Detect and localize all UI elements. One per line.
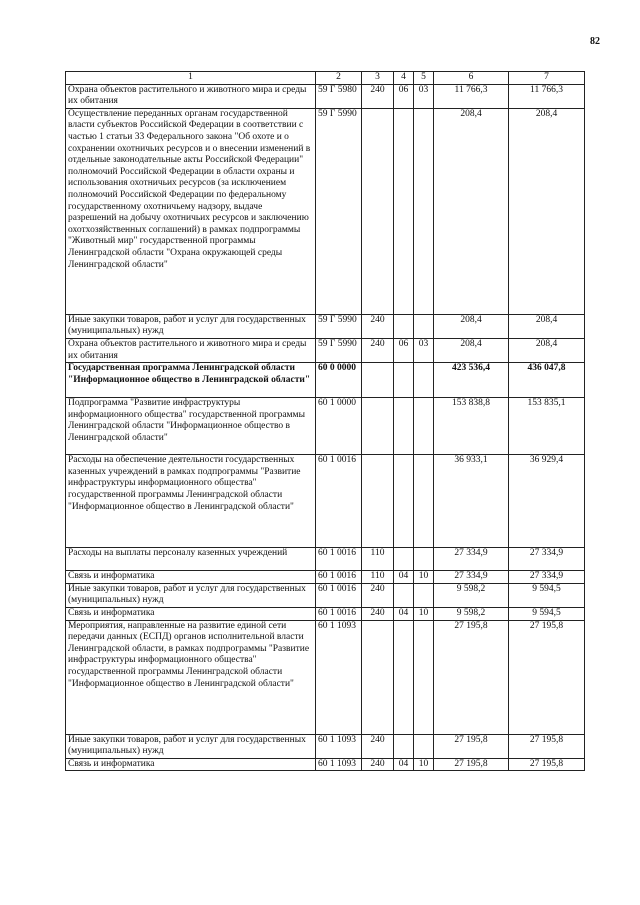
row-value-col6: 27 334,9 xyxy=(434,571,509,584)
table-row xyxy=(66,548,585,571)
row-code: 60 1 0016 xyxy=(316,548,362,571)
row-code: 60 1 0016 xyxy=(316,571,362,584)
row-subsection: 03 xyxy=(414,338,434,362)
table-row xyxy=(66,338,585,362)
table-row xyxy=(66,363,585,398)
row-name: Охрана объектов растительного и животного мира и среды их обитания xyxy=(66,84,316,108)
row-section: 06 xyxy=(394,338,414,362)
row-value-col6: 208,4 xyxy=(434,314,509,338)
row-section xyxy=(394,734,414,758)
row-value-col7: 27 334,9 xyxy=(509,571,585,584)
row-section xyxy=(394,314,414,338)
row-value-col6: 208,4 xyxy=(434,338,509,362)
row-subsection: 10 xyxy=(414,607,434,620)
row-code: 60 1 0000 xyxy=(316,398,362,455)
row-section: 04 xyxy=(394,571,414,584)
row-expense-type xyxy=(362,620,394,734)
row-subsection xyxy=(414,108,434,314)
table-row xyxy=(66,583,585,607)
row-subsection xyxy=(414,363,434,398)
row-section xyxy=(394,455,414,548)
row-name: Расходы на выплаты персоналу казенных учреждений xyxy=(66,548,316,571)
table-row xyxy=(66,571,585,584)
row-expense-type xyxy=(362,108,394,314)
row-code: 60 0 0000 xyxy=(316,363,362,398)
table-row xyxy=(66,620,585,734)
row-subsection xyxy=(414,620,434,734)
row-expense-type: 110 xyxy=(362,548,394,571)
column-number: 1 xyxy=(66,72,316,85)
row-name: Иные закупки товаров, работ и услуг для государственных (муниципальных) нужд xyxy=(66,314,316,338)
row-value-col6: 11 766,3 xyxy=(434,84,509,108)
row-expense-type xyxy=(362,455,394,548)
table-body xyxy=(66,84,585,771)
table-row xyxy=(66,758,585,771)
row-section: 06 xyxy=(394,84,414,108)
row-section xyxy=(394,363,414,398)
row-value-col6: 423 536,4 xyxy=(434,363,509,398)
row-value-col7: 436 047,8 xyxy=(509,363,585,398)
row-code: 59 Г 5990 xyxy=(316,108,362,314)
row-code: 60 1 1093 xyxy=(316,734,362,758)
row-name: Иные закупки товаров, работ и услуг для государственных (муниципальных) нужд xyxy=(66,583,316,607)
row-expense-type: 240 xyxy=(362,583,394,607)
row-section: 04 xyxy=(394,758,414,771)
row-value-col6: 9 598,2 xyxy=(434,607,509,620)
row-section xyxy=(394,583,414,607)
row-expense-type xyxy=(362,398,394,455)
row-expense-type: 110 xyxy=(362,571,394,584)
table-row xyxy=(66,607,585,620)
column-number: 7 xyxy=(509,72,585,85)
row-code: 59 Г 5980 xyxy=(316,84,362,108)
row-name: Государственная программа Ленинградской области "Информационное общество в Ленинградской области" xyxy=(66,363,316,398)
row-name: Охрана объектов растительного и животного мира и среды их обитания xyxy=(66,338,316,362)
row-section: 04 xyxy=(394,607,414,620)
page-number: 82 xyxy=(590,36,600,47)
row-expense-type: 240 xyxy=(362,338,394,362)
row-value-col7: 208,4 xyxy=(509,338,585,362)
row-expense-type: 240 xyxy=(362,758,394,771)
row-value-col7: 27 195,8 xyxy=(509,758,585,771)
row-subsection: 10 xyxy=(414,758,434,771)
row-name: Осуществление переданных органам государственной власти субъектов Российской Федерации в соответствии с частью 1 статьи 33 Федерального закона "Об охоте и о сохранении охотничьих ресурсов и о внесении изменений в отдельные законодательные акты Российской Федерации" полномочий Российской Федерации в области охраны и использования охотничьих ресурсов (за исключением полномочий Российской Федерации по федеральному государственному охотничьему надзору, выдаче разрешений на добычу охотничьих ресурсов и заключению охотхозяйственных соглашений) в рамках подпрограммы "Животный мир" государственной программы Ленинградской области "Охрана окружающей среды Ленинградской области" xyxy=(66,108,316,314)
row-value-col6: 9 598,2 xyxy=(434,583,509,607)
column-number: 2 xyxy=(316,72,362,85)
row-name: Расходы на обеспечение деятельности государственных казенных учреждений в рамках подпрограммы "Развитие инфраструктуры информационного общества" государственной программы Ленинградской области "Информационное общество в Ленинградской области" xyxy=(66,455,316,548)
row-subsection: 03 xyxy=(414,84,434,108)
row-value-col7: 27 334,9 xyxy=(509,548,585,571)
row-value-col6: 27 195,8 xyxy=(434,734,509,758)
row-value-col7: 27 195,8 xyxy=(509,734,585,758)
table-row xyxy=(66,84,585,108)
row-expense-type: 240 xyxy=(362,314,394,338)
row-subsection xyxy=(414,734,434,758)
row-code: 59 Г 5990 xyxy=(316,314,362,338)
row-value-col6: 36 933,1 xyxy=(434,455,509,548)
row-value-col7: 36 929,4 xyxy=(509,455,585,548)
budget-table xyxy=(65,71,585,771)
row-code: 60 1 1093 xyxy=(316,758,362,771)
table-row xyxy=(66,734,585,758)
row-subsection xyxy=(414,398,434,455)
row-code: 60 1 0016 xyxy=(316,455,362,548)
row-section xyxy=(394,398,414,455)
row-subsection xyxy=(414,455,434,548)
row-subsection xyxy=(414,583,434,607)
row-code: 60 1 0016 xyxy=(316,607,362,620)
row-value-col6: 27 195,8 xyxy=(434,758,509,771)
row-code: 60 1 0016 xyxy=(316,583,362,607)
row-expense-type: 240 xyxy=(362,734,394,758)
column-number: 6 xyxy=(434,72,509,85)
row-name: Связь и информатика xyxy=(66,607,316,620)
column-number: 4 xyxy=(394,72,414,85)
row-section xyxy=(394,108,414,314)
row-section xyxy=(394,620,414,734)
table-row xyxy=(66,108,585,314)
row-section xyxy=(394,548,414,571)
row-subsection xyxy=(414,548,434,571)
row-value-col6: 208,4 xyxy=(434,108,509,314)
row-name: Связь и информатика xyxy=(66,758,316,771)
row-value-col7: 11 766,3 xyxy=(509,84,585,108)
row-code: 59 Г 5990 xyxy=(316,338,362,362)
table-row xyxy=(66,455,585,548)
row-name: Связь и информатика xyxy=(66,571,316,584)
row-value-col7: 153 835,1 xyxy=(509,398,585,455)
row-value-col7: 9 594,5 xyxy=(509,607,585,620)
row-expense-type: 240 xyxy=(362,607,394,620)
row-value-col7: 27 195,8 xyxy=(509,620,585,734)
row-value-col7: 208,4 xyxy=(509,314,585,338)
row-name: Мероприятия, направленные на развитие единой сети передачи данных (ЕСПД) органов исполнительной власти Ленинградской области, в рамках подпрограммы "Развитие инфраструктуры информационного общества" государственной программы Ленинградской области "Информационное общество в Ленинградской области" xyxy=(66,620,316,734)
row-value-col6: 153 838,8 xyxy=(434,398,509,455)
row-expense-type xyxy=(362,363,394,398)
column-number: 5 xyxy=(414,72,434,85)
row-name: Подпрограмма "Развитие инфраструктуры информационного общества" государственной программы Ленинградской области "Информационное общество в Ленинградской области" xyxy=(66,398,316,455)
row-subsection xyxy=(414,314,434,338)
table-row xyxy=(66,398,585,455)
table-row xyxy=(66,314,585,338)
row-value-col7: 208,4 xyxy=(509,108,585,314)
row-subsection: 10 xyxy=(414,571,434,584)
row-name: Иные закупки товаров, работ и услуг для государственных (муниципальных) нужд xyxy=(66,734,316,758)
row-value-col6: 27 195,8 xyxy=(434,620,509,734)
column-number-row xyxy=(66,72,585,85)
row-expense-type: 240 xyxy=(362,84,394,108)
row-value-col7: 9 594,5 xyxy=(509,583,585,607)
column-number: 3 xyxy=(362,72,394,85)
row-value-col6: 27 334,9 xyxy=(434,548,509,571)
row-code: 60 1 1093 xyxy=(316,620,362,734)
